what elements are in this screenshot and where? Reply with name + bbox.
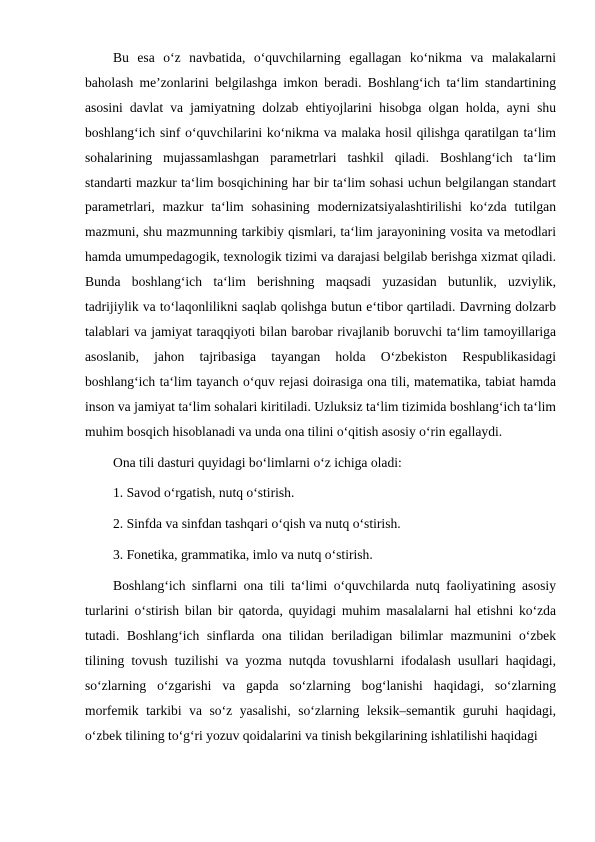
body-paragraph-1: Bu esa o‘z navbatida, o‘quvchilarning egallagan ko‘nikma va malakalarni baholash me’zonlarini belgilashga imkon beradi. Boshlang‘ich ta‘lim standartining asosini davlat va jamiyatning dolzab ehtiyojlarini hisobga olgan holda, ayni shu boshlang‘ich sinf o‘quvchilarini ko‘nikma va malaka hosil qilishga qaratilgan ta‘lim sohalarining mujassamlashgan parametrlari tashkil qiladi. Boshlang‘ich ta‘lim standarti mazkur ta‘lim bosqichining har bir ta‘lim sohasi uchun belgilangan standart parametrlari, mazkur ta‘lim sohasining modernizatsiyalashtirilishi ko‘zda tutilgan mazmuni, shu mazmunning tarkibiy qismlari, ta‘lim jarayonining vosita va metodlari hamda umumpedagogik, texnologik tizimi va darajasi belgilab berishga xizmat qiladi. Bunda boshlang‘ich ta‘lim berishning maqsadi yuzasidan butunlik, uzviylik, tadrijiylik va to‘laqonlilikni saqlab qolishga butun e‘tibor qartiladi. Davrning dolzarb talablari va jamiyat taraqqiyoti bilan barobar rivajlanib boruvchi ta‘lim tamoyillariga asoslanib, jahon tajribasiga tayangan holda O‘zbekiston Respublikasidagi boshlang‘ich ta‘lim tayanch o‘quv rejasi doirasiga ona tili, matematika, tabiat hamda inson va jamiyat ta‘lim sohalari kiritiladi. Uzluksiz ta‘lim tizimida boshlang‘ich ta‘lim muhim bosqich hisoblanadi va unda ona tilini o‘qitish asosiy o‘rin egallaydi. <box>85 50 556 439</box>
document-page <box>85 46 556 748</box>
list-item-1: 1. Savod o‘rgatish, nutq o‘stirish. <box>113 485 295 501</box>
body-paragraph-3: Boshlang‘ich sinflarni ona tili ta‘limi o‘quvchilarda nutq faoliyatining asosiy turlarini o‘stirish bilan bir qatorda, quyidagi muhim masalalarni hal etishni ko‘zda tutadi. Boshlang‘ich sinflarda ona tilidan beriladigan bilimlar mazmunini o‘zbek tilining tovush tuzilishi va yozma nutqda tovushlarni ifodalash usullari haqidagi, so‘zlarning o‘zgarishi va gapda so‘zlarning bog‘lanishi haqidagi, so‘zlarning morfemik tarkibi va so‘z yasalishi, so‘zlarning leksik–semantik guruhi haqidagi, o‘zbek tilining to‘g‘ri yozuv qoidalarini va tinish bekgilarining ishlatilishi haqidagi <box>85 578 556 743</box>
list-item-3: 3. Fonetika, grammatika, imlo va nutq o‘stirish. <box>113 547 373 563</box>
list-item-2: 2. Sinfda va sinfdan tashqari o‘qish va nutq o‘stirish. <box>113 516 401 532</box>
body-paragraph-2: Ona tili dasturi quyidagi bo‘limlarni o‘z ichiga oladi: <box>113 454 402 470</box>
